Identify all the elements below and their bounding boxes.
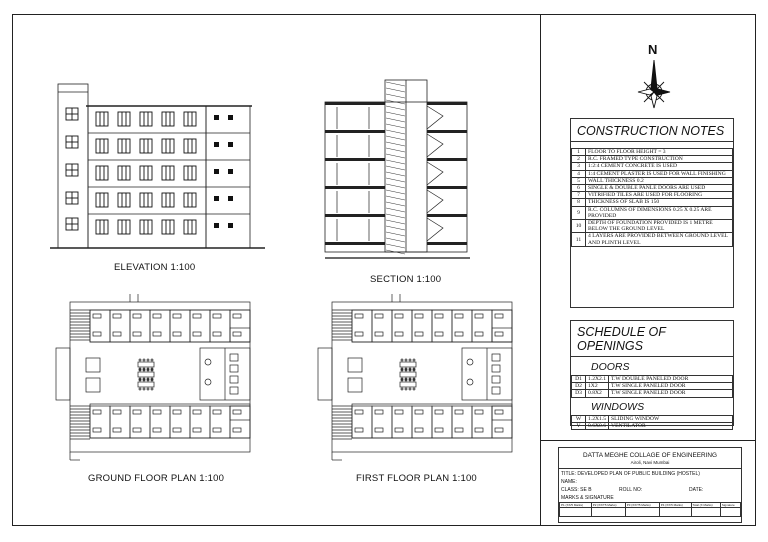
- opening-row: [572, 383, 733, 390]
- doors-table: [571, 375, 733, 398]
- slab: [325, 242, 385, 245]
- window-icon: [118, 193, 130, 207]
- lift: [348, 358, 362, 372]
- toilet: [230, 376, 238, 383]
- slab: [427, 186, 467, 189]
- note-number: 5: [572, 177, 586, 184]
- note-row: [572, 199, 733, 206]
- window-icon: [96, 193, 108, 207]
- class-line: CLASS: SE B: [561, 487, 592, 493]
- window-icon: [162, 166, 174, 180]
- title-block-frame: [558, 447, 742, 523]
- note-number: 9: [572, 206, 586, 219]
- marks-cell: [659, 508, 691, 517]
- window-icon: [140, 220, 152, 234]
- slab: [325, 102, 385, 105]
- marks-cell: [720, 508, 740, 517]
- note-number: 8: [572, 199, 586, 206]
- slab: [325, 158, 385, 161]
- construction-notes-title: CONSTRUCTION NOTES: [571, 119, 733, 142]
- slab: [325, 130, 385, 133]
- dining-table: [138, 372, 154, 377]
- dining-table: [400, 382, 416, 387]
- ventilator-icon: [214, 115, 219, 120]
- note-row: [572, 156, 733, 163]
- college-name: DATTA MEGHE COLLAGE OF ENGINEERING: [583, 452, 717, 459]
- marks-column-header: Total (X Marks): [691, 503, 720, 508]
- note-row: [572, 163, 733, 170]
- construction-notes-panel: [570, 118, 734, 308]
- first-floor-plan: [312, 292, 522, 462]
- dining-table: [400, 362, 416, 367]
- stair-flight: [427, 218, 443, 241]
- opening-size: 1X2: [586, 383, 609, 390]
- ventilator-icon: [228, 223, 233, 228]
- note-number: 6: [572, 185, 586, 192]
- window-icon: [162, 193, 174, 207]
- opening-description: VENTILATOR: [609, 422, 733, 429]
- marks-column-header: P1 (XX/5 Marks): [560, 503, 592, 508]
- note-row: [572, 149, 733, 156]
- window-icon: [96, 166, 108, 180]
- slab: [427, 130, 467, 133]
- note-text: 1:4 CEMENT PLASTER IS USED FOR WALL FINISHING: [586, 170, 733, 177]
- note-row: [572, 192, 733, 199]
- note-number: 7: [572, 192, 586, 199]
- toilet: [492, 376, 500, 383]
- marks-table: [559, 502, 741, 517]
- note-text: WALL THICKNESS 0.2: [586, 177, 733, 184]
- marks-column-header: P3 (XX/T5 Marks): [625, 503, 659, 508]
- opening-row: [572, 415, 733, 422]
- ventilator-icon: [228, 115, 233, 120]
- opening-description: SLIDING WINDOW: [609, 415, 733, 422]
- toilet: [492, 365, 500, 372]
- elevation-caption: ELEVATION 1:100: [114, 262, 196, 273]
- dining-table: [138, 362, 154, 367]
- ground-floor-plan: [50, 292, 260, 462]
- doors-heading: DOORS: [591, 361, 630, 373]
- window-icon: [162, 112, 174, 126]
- note-row: [572, 233, 733, 246]
- opening-size: 1.2X2.1: [586, 376, 609, 383]
- opening-code: D2: [572, 383, 586, 390]
- window-icon: [184, 166, 196, 180]
- windows-heading: WINDOWS: [591, 400, 645, 413]
- toilet: [492, 387, 500, 394]
- window-icon: [162, 139, 174, 153]
- window-icon: [140, 112, 152, 126]
- window-icon: [184, 220, 196, 234]
- marks-column-header: P4 (XX/5 Marks): [659, 503, 691, 508]
- opening-description: T.W SINGLE PANELED DOOR: [609, 383, 733, 390]
- staircase: [70, 310, 90, 439]
- dining-table: [400, 372, 416, 377]
- opening-code: D1: [572, 376, 586, 383]
- note-row: [572, 170, 733, 177]
- note-number: 11: [572, 233, 586, 246]
- slab: [427, 242, 467, 245]
- window-icon: [140, 139, 152, 153]
- note-number: 4: [572, 170, 586, 177]
- slab: [325, 214, 385, 217]
- window-icon: [96, 139, 108, 153]
- opening-code: D3: [572, 390, 586, 397]
- opening-size: 1.2X1.5: [586, 415, 609, 422]
- stair-flight: [427, 190, 443, 213]
- window-icon: [162, 220, 174, 234]
- note-text: R.C. FRAMED TYPE CONSTRUCTION: [586, 156, 733, 163]
- slab: [427, 214, 467, 217]
- note-text: FLOOR TO FLOOR HEIGHT = 3: [586, 149, 733, 156]
- construction-notes-table: [571, 148, 733, 247]
- note-row: [572, 177, 733, 184]
- window-icon: [184, 112, 196, 126]
- lift: [86, 358, 100, 372]
- college-location: Airoli, Navi Mumbai: [630, 460, 670, 465]
- opening-size: 0.6X0.6: [586, 422, 609, 429]
- marks-cell: [691, 508, 720, 517]
- opening-row: [572, 376, 733, 383]
- marks-column-header: Signature: [720, 503, 740, 508]
- note-row: [572, 185, 733, 192]
- note-text: 1:2:4 CEMENT CONCRETE IS USED: [586, 163, 733, 170]
- title-block: [540, 440, 756, 526]
- note-text: VITRIFIED TILES ARE USED FOR FLOORING: [586, 192, 733, 199]
- window-icon: [118, 220, 130, 234]
- lift: [86, 378, 100, 392]
- marks-cell: [591, 508, 625, 517]
- window-icon: [184, 193, 196, 207]
- window-icon: [96, 220, 108, 234]
- windows-table: [571, 415, 733, 430]
- stair-flight: [427, 134, 443, 157]
- schedule-of-openings-panel: [570, 320, 734, 429]
- marks-column-header: P2 (XX/T5 Marks): [591, 503, 625, 508]
- dining-table: [138, 382, 154, 387]
- first-floor-caption: FIRST FLOOR PLAN 1:100: [356, 473, 477, 484]
- name-line: NAME:: [561, 479, 577, 485]
- window-icon: [118, 112, 130, 126]
- stair-flight: [427, 106, 443, 129]
- stair-flight: [427, 162, 443, 185]
- ventilator-icon: [214, 223, 219, 228]
- marks-line: MARKS & SIGNATURE: [561, 495, 614, 501]
- window-icon: [140, 193, 152, 207]
- marks-cell: [625, 508, 659, 517]
- opening-row: [572, 422, 733, 429]
- north-arrow-icon: [638, 58, 670, 108]
- note-number: 2: [572, 156, 586, 163]
- window-icon: [184, 139, 196, 153]
- window-icon: [96, 112, 108, 126]
- staircase: [332, 310, 352, 439]
- schedule-title: SCHEDULE OF OPENINGS: [571, 321, 733, 357]
- title-line: TITLE: DEVELOPED PLAN OF PUBLIC BUILDING (HOSTEL): [561, 471, 700, 477]
- note-number: 1: [572, 149, 586, 156]
- slab: [325, 186, 385, 189]
- window-icon: [118, 139, 130, 153]
- opening-code: V: [572, 422, 586, 429]
- roll-line: ROLL NO:: [619, 487, 643, 493]
- slab: [427, 158, 467, 161]
- window-icon: [140, 166, 152, 180]
- note-text: DEPTH OF FOUNDATION PROVIDED IS 1 METRE BELOW THE GROUND LEVEL: [586, 220, 733, 233]
- opening-row: [572, 390, 733, 397]
- marks-cell: [560, 508, 592, 517]
- opening-description: T.W SINGLE PANELED DOOR: [609, 390, 733, 397]
- note-text: SINGLE & DOUBLE PANLE DOORS ARE USED: [586, 185, 733, 192]
- opening-size: 0.8X2: [586, 390, 609, 397]
- note-number: 10: [572, 220, 586, 233]
- ventilator-icon: [228, 142, 233, 147]
- note-number: 3: [572, 163, 586, 170]
- note-row: [572, 206, 733, 219]
- section-caption: SECTION 1:100: [370, 274, 442, 285]
- toilet: [230, 354, 238, 361]
- ventilator-icon: [214, 169, 219, 174]
- date-line: DATE:: [689, 487, 704, 493]
- note-text: R.C. COLUMNS OF DIMENSIONS 0.25 X 0.25 ARE PROVIDED: [586, 206, 733, 219]
- toilet: [492, 354, 500, 361]
- ventilator-icon: [228, 196, 233, 201]
- ground-floor-caption: GROUND FLOOR PLAN 1:100: [88, 473, 225, 484]
- window-icon: [118, 166, 130, 180]
- ventilator-icon: [214, 142, 219, 147]
- note-row: [572, 220, 733, 233]
- note-text: 4 LAYERS ARE PROVIDED BETWEEN GROUND LEVEL AND PLINTH LEVEL: [586, 233, 733, 246]
- opening-code: W: [572, 415, 586, 422]
- section-drawing: [325, 80, 475, 265]
- ventilator-icon: [228, 169, 233, 174]
- opening-description: T.W DOUBLE PANELED DOOR: [609, 376, 733, 383]
- slab: [427, 102, 467, 105]
- toilet: [230, 365, 238, 372]
- note-text: THICKNESS OF SLAB IS 150: [586, 199, 733, 206]
- ventilator-icon: [214, 196, 219, 201]
- toilet: [230, 387, 238, 394]
- lift: [348, 378, 362, 392]
- north-label: N: [648, 42, 658, 57]
- elevation-drawing: [50, 78, 270, 258]
